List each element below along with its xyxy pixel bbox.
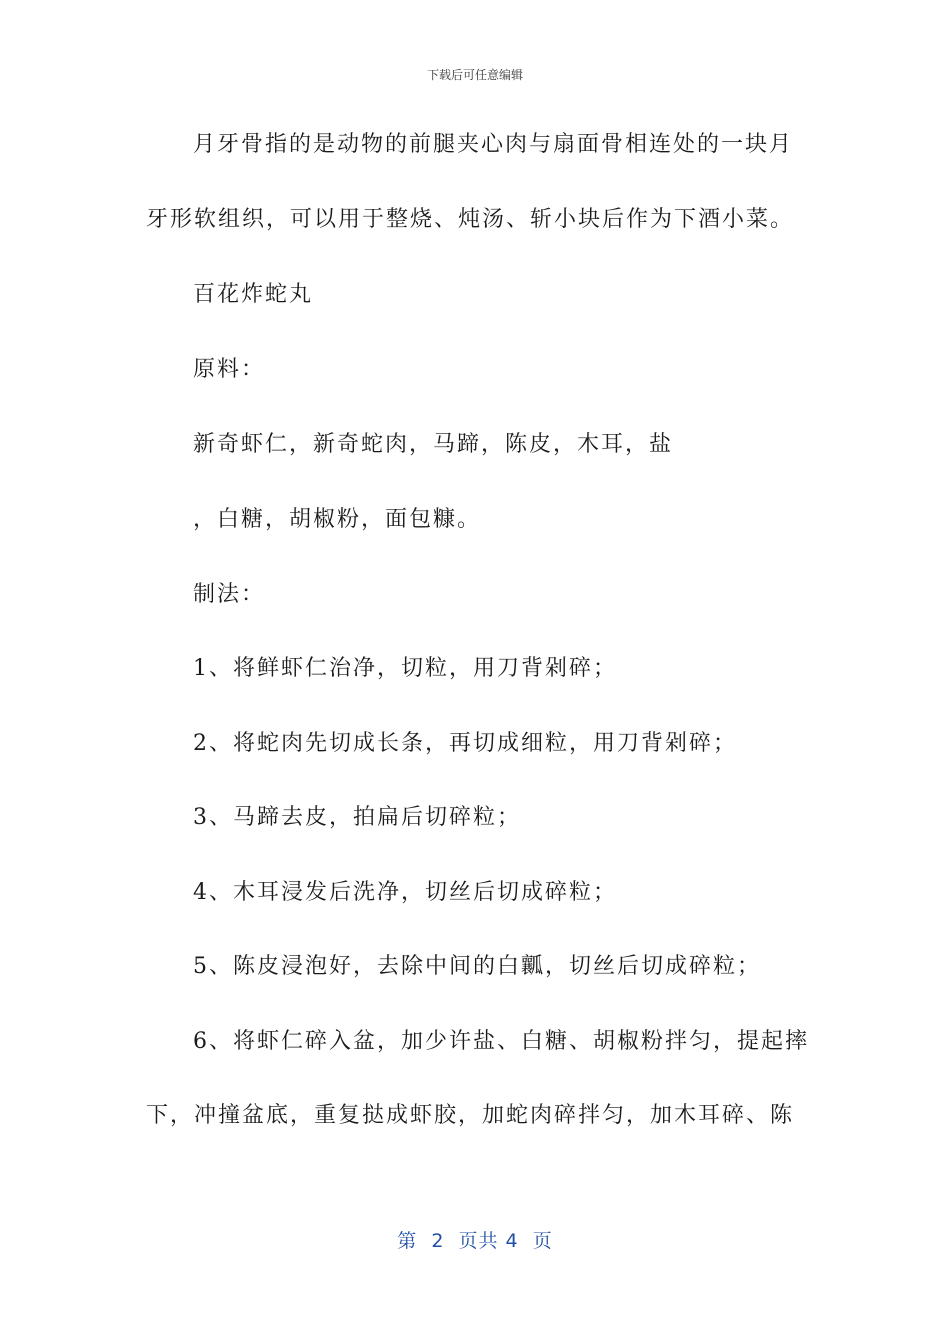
- step-line: 5、陈皮浸泡好，去除中间的白瓤，切丝后切成碎粒；: [193, 954, 761, 979]
- ingredients-line: 新奇虾仁，新奇蛇肉，马蹄，陈皮，木耳，盐: [193, 432, 674, 457]
- page-header: 下载后可任意编辑: [426, 68, 523, 82]
- step-line: 6、将虾仁碎入盆，加少许盐、白糖、胡椒粉拌匀，提起摔: [193, 1029, 809, 1054]
- step-line: 下，冲撞盆底，重复挞成虾胶，加蛇肉碎拌匀，加木耳碎、陈: [146, 1103, 795, 1128]
- recipe-title: 百花炸蛇丸: [193, 282, 314, 307]
- ingredients-line: ，白糖，胡椒粉，面包糠。: [193, 507, 482, 532]
- section-heading-method: 制法：: [193, 582, 266, 607]
- step-line: 1、将鲜虾仁治净，切粒，用刀背剁碎；: [193, 656, 617, 681]
- page-number: 第 2 页共 4 页: [397, 1230, 553, 1252]
- paragraph-line: 牙形软组织，可以用于整烧、炖汤、斩小块后作为下酒小菜。: [146, 207, 795, 232]
- step-line: 3、马蹄去皮，拍扁后切碎粒；: [193, 805, 521, 830]
- step-line: 4、木耳浸发后洗净，切丝后切成碎粒；: [193, 880, 617, 905]
- paragraph-line: 月牙骨指的是动物的前腿夹心肉与扇面骨相连处的一块月: [193, 132, 794, 157]
- step-line: 2、将蛇肉先切成长条，再切成细粒，用刀背剁碎；: [193, 731, 737, 756]
- section-heading-ingredients: 原料：: [193, 357, 266, 382]
